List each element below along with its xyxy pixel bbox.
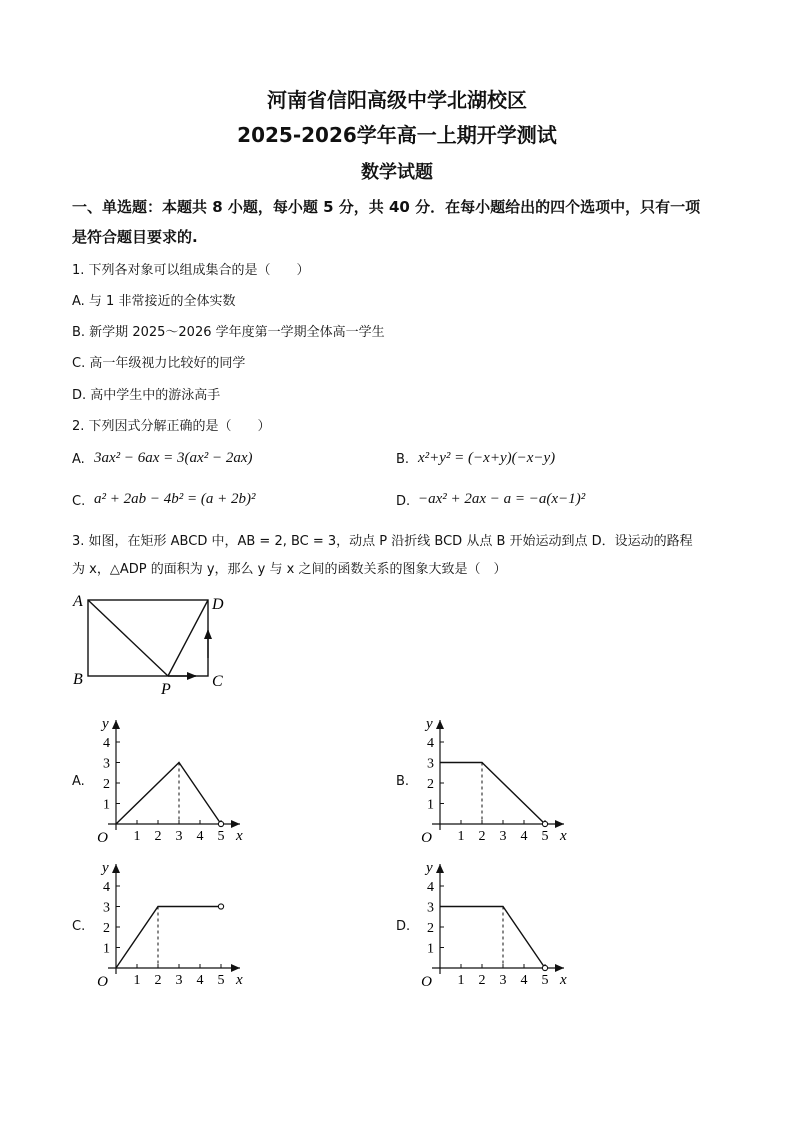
q3-option-c-label: C. — [72, 919, 86, 934]
origin-label: O — [421, 830, 432, 844]
open-endpoint — [218, 904, 223, 909]
x-tick-label: 3 — [499, 829, 507, 844]
point-label-p: P — [161, 681, 171, 698]
y-tick-label: 3 — [103, 900, 110, 916]
y-tick-label: 4 — [427, 736, 434, 751]
x-tick-label: 1 — [457, 829, 465, 844]
y-tick-label: 2 — [427, 921, 434, 936]
y-axis-label: y — [102, 716, 109, 732]
y-tick-label: 1 — [103, 797, 110, 813]
x-tick-label: 2 — [154, 973, 162, 988]
exam-title: 2025-2026学年高一上期开学测试 — [237, 123, 557, 147]
q2-option-b-label: B. — [396, 452, 410, 467]
point-label-c: C — [212, 673, 223, 690]
y-axis-arrow — [112, 864, 120, 873]
q2-option-c-expr: a² + 2ab − 4b² = (a + 2b)² — [94, 491, 256, 507]
origin-label: O — [421, 974, 432, 988]
x-axis-label: x — [236, 972, 243, 988]
function-line — [116, 763, 221, 825]
subject-title: 数学试题 — [361, 162, 433, 183]
y-tick-label: 3 — [427, 756, 434, 772]
y-axis-label: y — [426, 716, 433, 732]
rectangle-abcd — [88, 600, 208, 676]
x-tick-label: 4 — [520, 829, 528, 844]
x-tick-label: 5 — [217, 829, 225, 844]
x-tick-label: 1 — [457, 973, 465, 988]
y-axis-label: y — [426, 860, 433, 876]
open-endpoint — [542, 821, 547, 826]
q3-stem-line2: 为 x，△ADP 的面积为 y，那么 y 与 x 之间的函数关系的图象大致是（ ） — [72, 562, 507, 577]
x-tick-label: 3 — [499, 973, 507, 988]
function-line — [440, 763, 545, 825]
x-tick-label: 5 — [541, 973, 549, 988]
q1-option-c: C. 高一年级视力比较好的同学 — [72, 356, 246, 371]
q3-option-a-label: A. — [72, 774, 85, 789]
segment-ap — [88, 600, 168, 676]
q3-option-d-label: D. — [396, 919, 411, 934]
x-tick-label: 2 — [478, 829, 486, 844]
y-tick-label: 1 — [427, 797, 434, 813]
x-tick-label: 1 — [133, 973, 141, 988]
x-tick-label: 3 — [175, 829, 183, 844]
open-endpoint — [218, 821, 223, 826]
q1-option-a: A. 与 1 非常接近的全体实数 — [72, 294, 236, 309]
graph-option-d — [414, 856, 574, 988]
graph-option-b — [414, 712, 574, 844]
q1-option-b: B. 新学期 2025～2026 学年度第一学期全体高一学生 — [72, 325, 385, 340]
y-tick-label: 2 — [103, 921, 110, 936]
x-axis-arrow — [231, 820, 240, 828]
y-tick-label: 1 — [103, 941, 110, 957]
x-axis-arrow — [231, 964, 240, 972]
q2-option-c-label: C. — [72, 494, 86, 509]
origin-label: O — [97, 830, 108, 844]
point-label-a: A — [73, 593, 83, 610]
point-label-d: D — [212, 596, 224, 613]
y-axis-arrow — [112, 720, 120, 729]
x-axis-label: x — [236, 828, 243, 844]
open-endpoint — [542, 965, 547, 970]
section-instructions-line2: 是符合题目要求的. — [72, 228, 198, 246]
q2-option-d-expr: −ax² + 2ax − a = −a(x−1)² — [418, 491, 586, 507]
x-tick-label: 5 — [217, 973, 225, 988]
x-tick-label: 4 — [196, 973, 204, 988]
q3-stem-line1: 3. 如图，在矩形 ABCD 中，AB = 2, BC = 3，动点 P 沿折线 BCD 从点 B 开始运动到点 D．设运动的路程 — [72, 534, 693, 549]
x-tick-label: 4 — [196, 829, 204, 844]
x-tick-label: 1 — [133, 829, 141, 844]
school-title: 河南省信阳高级中学北湖校区 — [267, 88, 527, 112]
q2-option-a-expr: 3ax² − 6ax = 3(ax² − 2ax) — [94, 450, 253, 466]
point-label-b: B — [73, 671, 83, 688]
y-tick-label: 4 — [427, 880, 434, 895]
section-instructions-line1: 一、单选题：本题共 8 小题，每小题 5 分，共 40 分．在每小题给出的四个选项中，只有一项 — [72, 198, 701, 216]
graph-option-a — [90, 712, 250, 844]
y-axis-label: y — [102, 860, 109, 876]
x-axis-arrow — [555, 820, 564, 828]
q1-option-d: D. 高中学生中的游泳高手 — [72, 388, 221, 403]
y-tick-label: 4 — [103, 880, 110, 895]
y-tick-label: 1 — [427, 941, 434, 957]
segment-pd — [168, 600, 208, 676]
y-tick-label: 3 — [427, 900, 434, 916]
function-line — [440, 907, 545, 969]
graph-option-c — [90, 856, 250, 988]
y-tick-label: 2 — [427, 777, 434, 792]
q3-option-b-label: B. — [396, 774, 410, 789]
y-axis-arrow — [436, 864, 444, 873]
x-axis-label: x — [560, 828, 567, 844]
x-axis-arrow — [555, 964, 564, 972]
x-tick-label: 5 — [541, 829, 549, 844]
q2-stem: 2. 下列因式分解正确的是（ ） — [72, 419, 271, 434]
x-tick-label: 2 — [154, 829, 162, 844]
q1-stem: 1. 下列各对象可以组成集合的是（ ） — [72, 263, 310, 278]
rectangle-figure — [70, 590, 240, 700]
x-tick-label: 2 — [478, 973, 486, 988]
y-tick-label: 4 — [103, 736, 110, 751]
x-axis-label: x — [560, 972, 567, 988]
q2-option-b-expr: x²+y² = (−x+y)(−x−y) — [418, 450, 556, 466]
x-tick-label: 4 — [520, 973, 528, 988]
y-tick-label: 2 — [103, 777, 110, 792]
x-tick-label: 3 — [175, 973, 183, 988]
y-tick-label: 3 — [103, 756, 110, 772]
y-axis-arrow — [436, 720, 444, 729]
q2-option-d-label: D. — [396, 494, 411, 509]
q2-option-a-label: A. — [72, 452, 85, 467]
origin-label: O — [97, 974, 108, 988]
function-line — [116, 907, 221, 969]
